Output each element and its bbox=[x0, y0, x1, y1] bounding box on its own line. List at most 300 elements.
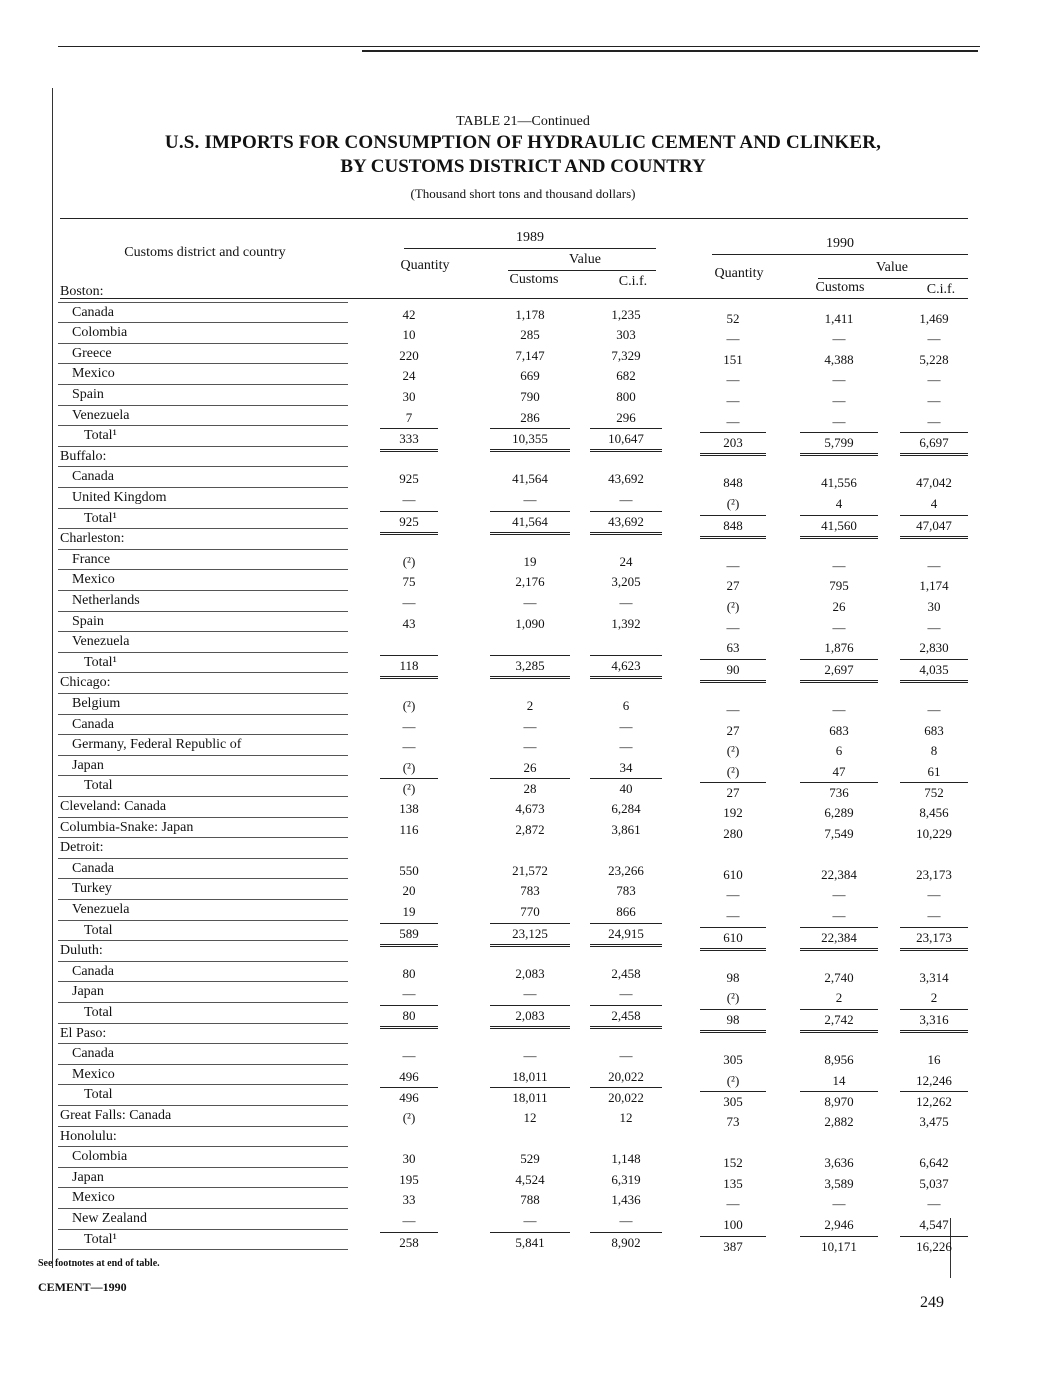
cell-cif-1990: 47,047 bbox=[900, 515, 968, 539]
row-label: Mexico bbox=[72, 572, 115, 588]
cell-customs-1990: 2,697 bbox=[800, 659, 878, 683]
cell-quantity-1990: 305 bbox=[700, 1091, 766, 1112]
cell-cif-1990: 6,642 bbox=[919, 1155, 949, 1171]
cell-cif-1990: 4,547 bbox=[919, 1217, 949, 1232]
cell-cif-1990: 752 bbox=[900, 782, 968, 803]
cell-quantity-1989: (²) bbox=[402, 553, 416, 569]
cell-quantity-1989: (²) bbox=[402, 759, 416, 775]
cell-customs-1989: 21,572 bbox=[512, 862, 548, 878]
cell-quantity-1989: 10 bbox=[402, 327, 416, 343]
value2-rule bbox=[818, 278, 968, 279]
row-label: Total¹ bbox=[84, 428, 117, 444]
cell-cif-1989: 1,235 bbox=[611, 306, 641, 322]
cell-cif-1989: — bbox=[619, 739, 633, 755]
cell-cif-1989: 24 bbox=[619, 553, 633, 569]
cell-cif-1989: 43,692 bbox=[608, 471, 644, 487]
cell-cif-1989: 40 bbox=[590, 778, 662, 799]
cell-cif-1990: 16 bbox=[927, 1052, 941, 1068]
cell-cif-1989: 20,022 bbox=[608, 1068, 644, 1084]
table-row bbox=[0, 653, 1046, 677]
year2-rule bbox=[712, 254, 968, 255]
cell-quantity-1990: 152 bbox=[723, 1155, 743, 1171]
cell-customs-1990: 736 bbox=[800, 782, 878, 803]
header-top-rule bbox=[60, 218, 968, 219]
cell-cif-1990: — bbox=[927, 413, 941, 429]
cell-quantity-1989: 24 bbox=[402, 368, 416, 384]
row-label: Canada bbox=[72, 860, 114, 876]
cell-cif-1989: 43,692 bbox=[590, 511, 662, 535]
row-label: Canada bbox=[72, 1046, 114, 1062]
cell-quantity-1989: (²) bbox=[380, 778, 438, 799]
cell-customs-1989: 790 bbox=[520, 389, 540, 404]
cell-quantity-1990: 280 bbox=[723, 825, 743, 841]
table-number: TABLE 21—Continued bbox=[456, 114, 590, 129]
cell-quantity-1990: 192 bbox=[723, 805, 743, 820]
cell-customs-1990: 14 bbox=[832, 1072, 846, 1088]
cell-cif-1990: — bbox=[927, 1196, 941, 1212]
cell-quantity-1990: (²) bbox=[726, 990, 740, 1006]
table-row bbox=[0, 879, 1046, 903]
row-label: Total bbox=[84, 922, 113, 938]
cell-quantity-1989: 30 bbox=[402, 389, 416, 404]
cell-cif-1990: 4,035 bbox=[900, 659, 968, 683]
cell-quantity-1990: (²) bbox=[726, 743, 740, 759]
row-label: Japan bbox=[72, 984, 104, 1000]
cell-cif-1990: 3,314 bbox=[919, 969, 949, 985]
cell-cif-1989: 6,319 bbox=[611, 1171, 641, 1187]
table-row bbox=[0, 941, 1046, 962]
cell-quantity-1989: 138 bbox=[399, 801, 419, 816]
cell-customs-1990: — bbox=[832, 619, 846, 635]
table-row bbox=[0, 756, 1046, 777]
cell-quantity-1990: (²) bbox=[726, 496, 740, 511]
cell-customs-1990: 3,636 bbox=[824, 1155, 854, 1171]
cell-cif-1990: 8,456 bbox=[919, 805, 949, 820]
cell-cif-1989: 6 bbox=[622, 698, 630, 713]
row-label: Colombia bbox=[72, 325, 128, 341]
cell-customs-1990: 47 bbox=[832, 763, 846, 779]
cell-quantity-1990: (²) bbox=[726, 599, 740, 614]
table-row bbox=[0, 1044, 1046, 1068]
row-label: Mexico bbox=[72, 366, 115, 382]
cell-cif-1989: 783 bbox=[616, 883, 636, 899]
cell-quantity-1990: 52 bbox=[726, 310, 740, 326]
cell-customs-1990: 4,388 bbox=[824, 351, 854, 367]
column-header-value-1989: Value bbox=[569, 252, 601, 267]
cell-quantity-1989: 195 bbox=[399, 1171, 419, 1187]
cell-cif-1990: 5,037 bbox=[919, 1175, 949, 1191]
cell-cif-1989: 3,205 bbox=[611, 574, 641, 590]
cell-quantity-1990: — bbox=[726, 619, 740, 635]
cell-customs-1989: 770 bbox=[520, 904, 540, 919]
cell-quantity-1990: 151 bbox=[723, 351, 743, 367]
cell-quantity-1989: 30 bbox=[402, 1151, 416, 1167]
row-label: Boston: bbox=[60, 284, 104, 299]
table-row bbox=[0, 550, 1046, 571]
cell-cif-1989: 10,647 bbox=[590, 428, 662, 452]
row-label: Germany, Federal Republic of bbox=[72, 737, 242, 753]
table-row bbox=[0, 282, 1046, 303]
page-number: 249 bbox=[920, 1294, 944, 1311]
table-row bbox=[0, 900, 1046, 921]
cell-quantity-1990: (²) bbox=[726, 1072, 740, 1088]
cell-quantity-1989: — bbox=[402, 595, 416, 610]
cell-customs-1989: 10,355 bbox=[490, 428, 570, 452]
cell-customs-1990: 683 bbox=[829, 722, 849, 738]
cell-cif-1990: — bbox=[927, 619, 941, 635]
row-label: Canada bbox=[72, 469, 114, 485]
cell-quantity-1989: 80 bbox=[402, 965, 416, 981]
cell-cif-1989: 2,458 bbox=[611, 965, 641, 981]
cell-quantity-1989: 42 bbox=[402, 306, 416, 322]
cell-quantity-1989: 220 bbox=[399, 347, 419, 363]
cell-customs-1990: 2,946 bbox=[824, 1217, 854, 1232]
table-row bbox=[0, 467, 1046, 491]
table-row bbox=[0, 509, 1046, 533]
cell-quantity-1989: 550 bbox=[399, 862, 419, 878]
cell-cif-1990: 3,316 bbox=[900, 1009, 968, 1033]
cell-customs-1990: 2,882 bbox=[824, 1114, 854, 1129]
cell-cif-1990: 10,229 bbox=[916, 825, 952, 841]
row-label: United Kingdom bbox=[72, 490, 167, 505]
cell-cif-1989: 7,329 bbox=[611, 347, 641, 363]
row-label: Charleston: bbox=[60, 531, 125, 547]
cell-cif-1989: 23,266 bbox=[608, 862, 644, 878]
table-row bbox=[0, 364, 1046, 388]
cell-quantity-1990: 203 bbox=[700, 432, 766, 456]
cell-cif-1990: 12,262 bbox=[900, 1091, 968, 1112]
cell-quantity-1990: 135 bbox=[723, 1175, 743, 1191]
cell-customs-1989: 788 bbox=[520, 1192, 540, 1208]
table-row bbox=[0, 426, 1046, 451]
cell-cif-1989: 682 bbox=[616, 368, 636, 384]
table-row bbox=[0, 323, 1046, 347]
cell-cif-1990: 61 bbox=[927, 763, 941, 779]
row-label: Total¹ bbox=[84, 1231, 117, 1247]
cell-cif-1990: 23,173 bbox=[900, 927, 968, 951]
row-label: Venezuela bbox=[72, 902, 130, 917]
cell-cif-1989: — bbox=[619, 1213, 633, 1228]
cell-quantity-1989: 20 bbox=[402, 883, 416, 899]
row-label: Detroit: bbox=[60, 840, 104, 856]
row-leader-line bbox=[58, 1249, 348, 1250]
cell-quantity-1989: — bbox=[402, 492, 416, 507]
table-row bbox=[0, 673, 1046, 694]
cell-cif-1989: 20,022 bbox=[590, 1087, 662, 1108]
table-row bbox=[0, 859, 1046, 880]
cell-customs-1989: — bbox=[523, 986, 537, 1002]
cell-customs-1989: 285 bbox=[520, 327, 540, 343]
cell-quantity-1989: — bbox=[402, 1213, 416, 1228]
cell-cif-1990: 683 bbox=[924, 722, 944, 738]
cell-customs-1989: — bbox=[523, 718, 537, 734]
cell-customs-1990: — bbox=[832, 413, 846, 429]
column-header-cif-1989: C.i.f. bbox=[618, 274, 648, 289]
cell-quantity-1990: 848 bbox=[700, 515, 766, 539]
table-row bbox=[0, 1085, 1046, 1110]
column-header-quantity-1989: Quantity bbox=[400, 258, 450, 273]
cell-quantity-1990: — bbox=[726, 393, 740, 408]
cell-customs-1990: 2,742 bbox=[800, 1009, 878, 1033]
footnote-reference: See footnotes at end of table. bbox=[38, 1258, 160, 1269]
cell-cif-1989: 4,623 bbox=[590, 655, 662, 679]
cell-cif-1989: 303 bbox=[616, 327, 636, 343]
cell-customs-1989: 2,176 bbox=[515, 574, 545, 590]
cell-quantity-1990: 848 bbox=[723, 475, 743, 491]
cell-customs-1990: — bbox=[832, 557, 846, 573]
cell-quantity-1989: 333 bbox=[380, 428, 438, 452]
column-header-value-1990: Value bbox=[876, 260, 908, 275]
table-row bbox=[0, 735, 1046, 759]
cell-quantity-1989: 925 bbox=[380, 511, 438, 535]
table-row bbox=[0, 612, 1046, 633]
cell-customs-1989: 26 bbox=[523, 759, 537, 775]
cell-quantity-1990: 63 bbox=[726, 640, 740, 656]
cell-customs-1990: 8,970 bbox=[800, 1091, 878, 1112]
row-label: Total¹ bbox=[84, 510, 117, 526]
row-label: Columbia-Snake: Japan bbox=[60, 819, 194, 835]
table-row bbox=[0, 632, 1046, 656]
cell-cif-1990: 2 bbox=[930, 990, 938, 1006]
table-row bbox=[0, 344, 1046, 365]
cell-customs-1990: 41,556 bbox=[821, 475, 857, 491]
cell-quantity-1989: 496 bbox=[399, 1068, 419, 1084]
column-header-customs-1990: Customs bbox=[815, 280, 865, 295]
cell-customs-1989: 28 bbox=[490, 778, 570, 799]
footer-publication: CEMENT—1990 bbox=[38, 1280, 127, 1294]
row-label: Spain bbox=[72, 387, 104, 402]
cell-cif-1990: 3,475 bbox=[919, 1114, 949, 1129]
table-row bbox=[0, 694, 1046, 715]
row-label: Great Falls: Canada bbox=[60, 1108, 172, 1123]
cell-customs-1989: 2 bbox=[526, 698, 534, 713]
cell-quantity-1990: — bbox=[726, 1196, 740, 1212]
cell-customs-1989: 1,090 bbox=[515, 615, 545, 631]
row-label: Total bbox=[84, 1005, 113, 1020]
cell-customs-1989: 23,125 bbox=[490, 923, 570, 947]
row-label: New Zealand bbox=[72, 1211, 148, 1226]
cell-customs-1990: 6 bbox=[835, 743, 843, 759]
cell-cif-1989: 12 bbox=[619, 1110, 633, 1125]
cell-cif-1989: 34 bbox=[619, 759, 633, 775]
cell-cif-1990: 1,469 bbox=[919, 310, 949, 326]
cell-customs-1990: 26 bbox=[832, 599, 846, 614]
cell-quantity-1989: 75 bbox=[402, 574, 416, 590]
top-rule-thick bbox=[362, 50, 978, 52]
table-row bbox=[0, 1230, 1046, 1254]
cell-quantity-1989: — bbox=[402, 1048, 416, 1064]
cell-quantity-1990: 98 bbox=[700, 1009, 766, 1033]
column-header-year1: 1989 bbox=[516, 230, 544, 245]
row-label: Japan bbox=[72, 757, 104, 773]
cell-cif-1990: 6,697 bbox=[900, 432, 968, 456]
cell-customs-1989: 669 bbox=[520, 368, 540, 384]
cell-cif-1989: — bbox=[619, 492, 633, 507]
cell-cif-1990: — bbox=[927, 557, 941, 573]
column-header-district: Customs district and country bbox=[124, 245, 286, 260]
row-label: Turkey bbox=[72, 881, 112, 897]
cell-customs-1990: 1,411 bbox=[824, 310, 854, 326]
cell-customs-1989: 5,841 bbox=[490, 1232, 570, 1253]
cell-customs-1989: — bbox=[523, 1048, 537, 1064]
cell-cif-1990: — bbox=[927, 393, 941, 408]
cell-cif-1989: 1,436 bbox=[611, 1192, 641, 1208]
cell-customs-1990: 8,956 bbox=[824, 1052, 854, 1068]
row-label: Total bbox=[84, 778, 113, 794]
cell-quantity-1990: 27 bbox=[700, 782, 766, 803]
cell-customs-1989: 19 bbox=[523, 553, 537, 569]
cell-quantity-1990: — bbox=[726, 557, 740, 573]
cell-cif-1990: 23,173 bbox=[916, 866, 952, 882]
cell-quantity-1989: 33 bbox=[402, 1192, 416, 1208]
cell-customs-1989: — bbox=[523, 595, 537, 610]
cell-customs-1989: 2,872 bbox=[515, 821, 545, 837]
row-label: Buffalo: bbox=[60, 448, 107, 464]
row-label: Mexico bbox=[72, 1066, 115, 1082]
row-label: Total bbox=[84, 1087, 113, 1103]
cell-customs-1989: — bbox=[523, 739, 537, 755]
cell-cif-1989: — bbox=[619, 718, 633, 734]
cell-cif-1990: — bbox=[927, 331, 941, 347]
cell-cif-1989: 1,148 bbox=[611, 1151, 641, 1167]
cell-quantity-1990: 27 bbox=[726, 578, 740, 594]
table-row bbox=[0, 385, 1046, 406]
cell-cif-1990: 47,042 bbox=[916, 475, 952, 491]
cell-customs-1989: 286 bbox=[520, 409, 540, 425]
table-row bbox=[0, 921, 1046, 945]
value1-rule bbox=[508, 270, 656, 271]
cell-quantity-1990: 98 bbox=[726, 969, 740, 985]
cell-customs-1989: — bbox=[523, 1213, 537, 1228]
table-units: (Thousand short tons and thousand dollars) bbox=[410, 186, 636, 201]
cell-customs-1989: 12 bbox=[523, 1110, 537, 1125]
table-row bbox=[0, 715, 1046, 736]
row-label: Greece bbox=[72, 345, 112, 361]
table-row bbox=[0, 1065, 1046, 1086]
cell-quantity-1990: 305 bbox=[723, 1052, 743, 1068]
row-label: France bbox=[72, 551, 111, 567]
cell-quantity-1989: (²) bbox=[402, 1110, 416, 1125]
table-title-line1: U.S. IMPORTS FOR CONSUMPTION OF HYDRAULIC CEMENT AND CLINKER, bbox=[164, 132, 882, 153]
column-header-year2: 1990 bbox=[826, 236, 854, 251]
cell-customs-1990: — bbox=[832, 702, 846, 717]
row-label: Canada bbox=[72, 963, 114, 979]
cell-customs-1989: 1,178 bbox=[515, 306, 545, 322]
cell-customs-1990: 6,289 bbox=[824, 805, 854, 820]
cell-quantity-1990: — bbox=[726, 372, 740, 388]
cell-cif-1989: — bbox=[619, 986, 633, 1002]
column-header-cif-1990: C.i.f. bbox=[926, 282, 956, 297]
cell-cif-1989: — bbox=[619, 1048, 633, 1064]
cell-cif-1989: 2,458 bbox=[590, 1005, 662, 1029]
table-row bbox=[0, 776, 1046, 801]
cell-cif-1990: — bbox=[927, 887, 941, 903]
cell-customs-1989: 2,083 bbox=[490, 1005, 570, 1029]
table-row bbox=[0, 1024, 1046, 1045]
cell-customs-1990: 2,740 bbox=[824, 969, 854, 985]
cell-customs-1990: 22,384 bbox=[821, 866, 857, 882]
table-row bbox=[0, 1188, 1046, 1212]
cell-customs-1989: 4,673 bbox=[515, 801, 545, 816]
cell-customs-1990: — bbox=[832, 908, 846, 923]
row-label: Duluth: bbox=[60, 943, 103, 959]
table-row bbox=[0, 797, 1046, 818]
cell-customs-1989: 18,011 bbox=[490, 1087, 570, 1108]
cell-cif-1989: 6,284 bbox=[611, 801, 641, 816]
cell-cif-1990: 4 bbox=[930, 496, 938, 511]
table-title-line2: BY CUSTOMS DISTRICT AND COUNTRY bbox=[340, 156, 706, 177]
cell-customs-1989: 2,083 bbox=[515, 965, 545, 981]
table-row bbox=[0, 1168, 1046, 1189]
cell-quantity-1989: 496 bbox=[380, 1087, 438, 1108]
year1-rule bbox=[404, 248, 656, 249]
table-row bbox=[0, 818, 1046, 839]
row-label: Honolulu: bbox=[60, 1128, 117, 1144]
cell-cif-1990: 16,226 bbox=[900, 1236, 968, 1257]
cell-customs-1989: 41,564 bbox=[490, 511, 570, 535]
cell-quantity-1990: 90 bbox=[700, 659, 766, 683]
cell-cif-1989: 24,915 bbox=[590, 923, 662, 947]
cell-quantity-1990: — bbox=[726, 331, 740, 347]
cell-quantity-1989: — bbox=[402, 739, 416, 755]
top-rule bbox=[58, 46, 980, 47]
row-label: Venezuela bbox=[72, 407, 130, 423]
cell-customs-1989: 41,564 bbox=[512, 471, 548, 487]
cell-quantity-1990: 27 bbox=[726, 722, 740, 738]
row-label: El Paso: bbox=[60, 1025, 107, 1041]
cell-cif-1989: 8,902 bbox=[590, 1232, 662, 1253]
table-row bbox=[0, 1147, 1046, 1171]
table-row bbox=[0, 1003, 1046, 1027]
row-label: Canada bbox=[72, 716, 114, 732]
cell-cif-1989: 3,861 bbox=[611, 821, 641, 837]
cell-cif-1990: 1,174 bbox=[919, 578, 949, 594]
cell-quantity-1989: 258 bbox=[380, 1232, 438, 1253]
row-label: Netherlands bbox=[72, 593, 140, 608]
cell-customs-1990: 4 bbox=[835, 496, 843, 511]
row-label: Cleveland: Canada bbox=[60, 799, 167, 814]
cell-cif-1990: — bbox=[927, 702, 941, 717]
cell-customs-1990: 2 bbox=[835, 990, 843, 1006]
column-header-customs-1989: Customs bbox=[509, 272, 559, 287]
cell-cif-1990: 30 bbox=[927, 599, 941, 614]
cell-customs-1989: 3,285 bbox=[490, 655, 570, 679]
cell-customs-1989: — bbox=[523, 492, 537, 507]
row-label: Japan bbox=[72, 1169, 104, 1185]
cell-quantity-1990: 387 bbox=[700, 1236, 766, 1257]
cell-customs-1989: 783 bbox=[520, 883, 540, 899]
cell-quantity-1989: 19 bbox=[402, 904, 416, 919]
table-row bbox=[0, 447, 1046, 468]
cell-quantity-1990: — bbox=[726, 908, 740, 923]
cell-quantity-1989: — bbox=[402, 718, 416, 734]
cell-quantity-1989: — bbox=[402, 986, 416, 1002]
cell-customs-1990: — bbox=[832, 372, 846, 388]
cell-cif-1990: — bbox=[927, 908, 941, 923]
table-row bbox=[0, 1106, 1046, 1127]
cell-customs-1990: 22,384 bbox=[800, 927, 878, 951]
cell-quantity-1990: 610 bbox=[723, 866, 743, 882]
cell-quantity-1989: 80 bbox=[380, 1005, 438, 1029]
cell-customs-1989: 4,524 bbox=[515, 1171, 545, 1187]
cell-quantity-1989: 118 bbox=[380, 655, 438, 679]
table-row bbox=[0, 488, 1046, 509]
cell-customs-1990: — bbox=[832, 331, 846, 347]
cell-quantity-1990: 100 bbox=[723, 1217, 743, 1232]
table-row bbox=[0, 982, 1046, 1006]
cell-cif-1989: 1,392 bbox=[611, 615, 641, 631]
row-label: Colombia bbox=[72, 1149, 128, 1165]
